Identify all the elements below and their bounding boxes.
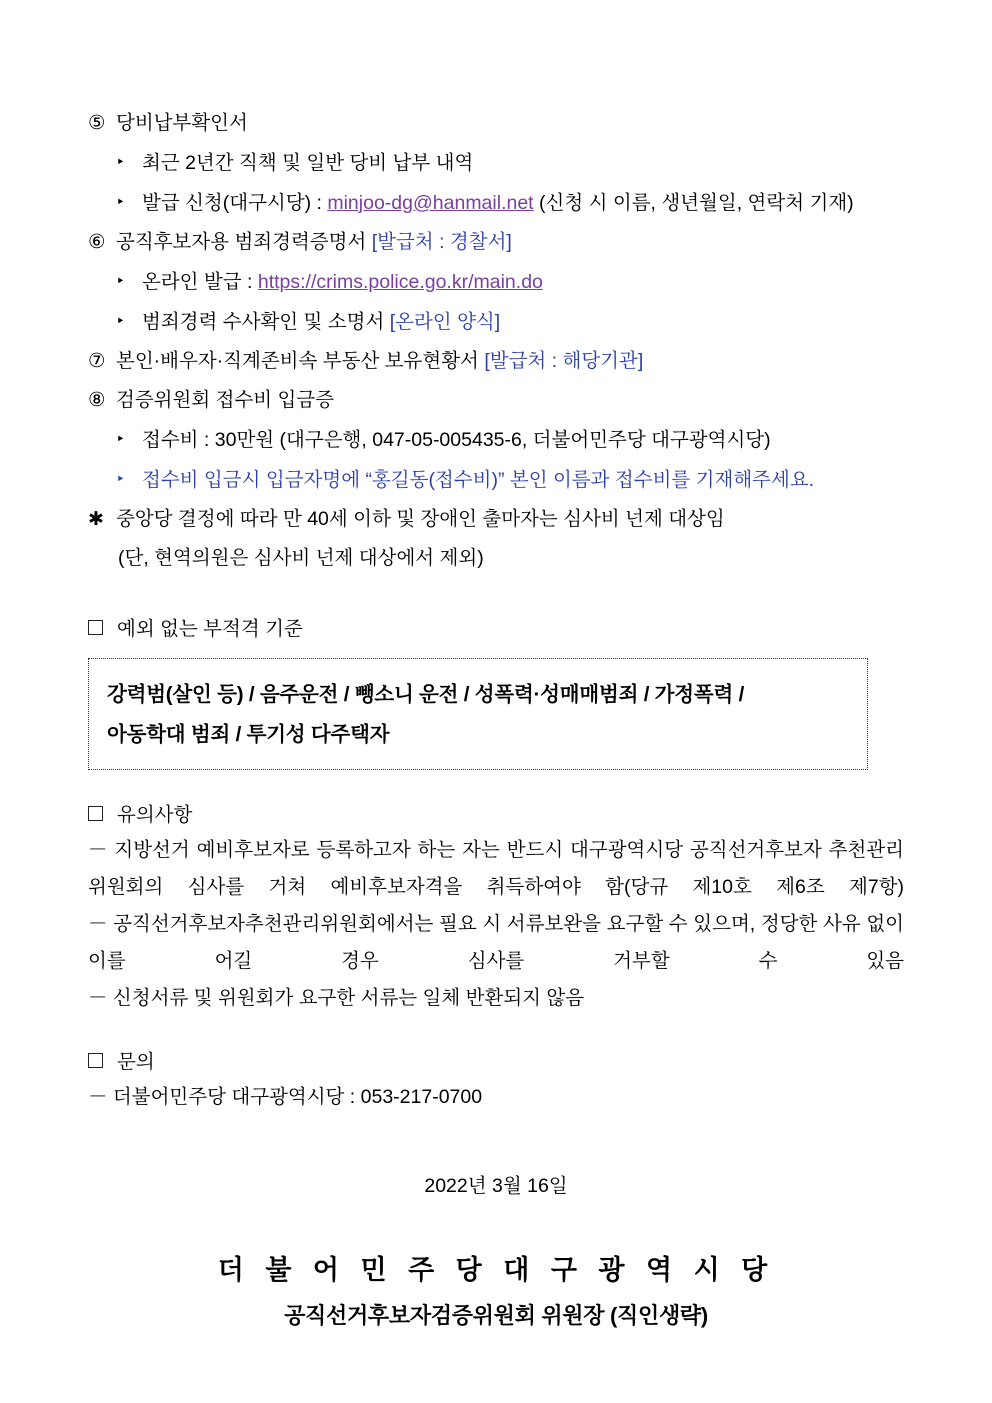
list-item-text: 접수비 : 30만원 (대구은행, 047-05-005435-6, 더불어민주당 대구광역시당) [142,429,771,451]
email-link[interactable]: minjoo-dg@hanmail.net [327,192,534,214]
spacer [88,1017,904,1045]
square-bullet-icon [88,806,103,821]
square-bullet-icon [88,1053,103,1068]
list-item-text: 검증위원회 접수비 입금증 [116,389,335,411]
list-item-text: 당비납부확인서 [116,112,248,134]
section-heading [88,798,904,832]
contact-paragraph: － 더불어민주당 대구광역시당 : 053-217-0700 [88,1086,483,1108]
list-item-suffix: (신청 시 이름, 생년월일, 연락처 기재) [533,192,854,214]
spacer [88,578,904,612]
list-item-text: 본인·배우자·직계존비속 부동산 보유현황서 [116,350,485,372]
disqualification-line: 아동학대 범죄 / 투기성 다주택자 [107,723,390,746]
star-note-second-line [88,539,904,578]
notice-paragraph: － 지방선거 예비후보자로 등록하고자 하는 자는 반드시 대구광역시당 공직선거후보자 추천관리위원회의 심사를 거쳐 예비후보자격을 취득하여야 함(당규 제10호 제6조 제7항) [88,839,904,898]
star-note [88,500,904,539]
triangle-bullet-icon: ‣ [116,471,125,488]
spacer [88,770,904,798]
disqualification-box [88,658,868,770]
list-item-text: 온라인 발급 : [142,271,258,293]
section-heading-text: 문의 [117,1051,155,1073]
section-heading [88,1045,904,1079]
document-date: 2022년 3월 16일 [424,1175,568,1197]
document-content [88,104,904,1330]
triangle-bullet-icon: ‣ [116,431,125,448]
notice-paragraph: － 공직선거후보자추천관리위원회에서는 필요 시 서류보완을 요구할 수 있으며, 정당한 사유 없이 이를 어길 경우 심사를 거부할 수 있음 [88,913,904,972]
section-heading [88,612,904,646]
list-item-text: 발급 신청(대구시당) : [142,192,328,214]
list-item [88,342,904,381]
list-item-text: 최근 2년간 직책 및 일반 당비 납부 내역 [142,152,474,174]
list-marker: ⑦ [88,350,106,372]
list-item-note: [발급처 : 경찰서] [371,231,512,253]
list-item [88,381,904,420]
list-marker: ⑧ [88,389,106,411]
section-heading-text: 유의사항 [117,804,193,826]
list-item [88,104,904,143]
list-item-text: 범죄경력 수사확인 및 소명서 [142,311,390,333]
list-marker: ⑥ [88,231,106,253]
list-item-text: 접수비 입금시 입금자명에 “홍길동(접수비)” 본인 이름과 접수비를 기재해주세요. [142,469,815,491]
list-item [88,460,904,500]
signature-organization: 더 불 어 민 주 당 대 구 광 역 시 당 [217,1255,775,1285]
signature-title: 공직선거후보자검증위원회 위원장 (직인생략) [284,1303,708,1328]
disqualification-line: 강력범(살인 등) / 음주운전 / 뺑소니 운전 / 성폭력·성매매범죄 / 가정폭력 / [107,683,745,706]
list-item [88,143,904,183]
list-item [88,262,904,302]
notice-paragraph: － 신청서류 및 위원회가 요구한 서류는 일체 반환되지 않음 [88,987,585,1009]
star-note-text: 중앙당 결정에 따라 만 40세 이하 및 장애인 출마자는 심사비 넌제 대상임 [116,508,725,530]
square-bullet-icon [88,620,103,635]
triangle-bullet-icon: ‣ [116,194,125,211]
triangle-bullet-icon: ‣ [116,273,125,290]
list-marker: ⑤ [88,112,106,134]
website-link[interactable]: https://crims.police.go.kr/main.do [257,271,543,293]
list-item-text: 공직후보자용 범죄경력증명서 [116,231,372,253]
list-item-note: [온라인 양식] [389,311,501,333]
list-item [88,223,904,262]
list-item-note: [발급처 : 해당기관] [484,350,644,372]
asterisk-icon: ✱ [88,509,104,530]
triangle-bullet-icon: ‣ [116,313,125,330]
triangle-bullet-icon: ‣ [116,154,125,171]
star-note-text: (단, 현역의원은 심사비 넌제 대상에서 제외) [118,547,484,569]
list-item [88,302,904,342]
list-item [88,420,904,460]
list-item [88,183,904,223]
section-heading-text: 예외 없는 부적격 기준 [117,618,303,640]
